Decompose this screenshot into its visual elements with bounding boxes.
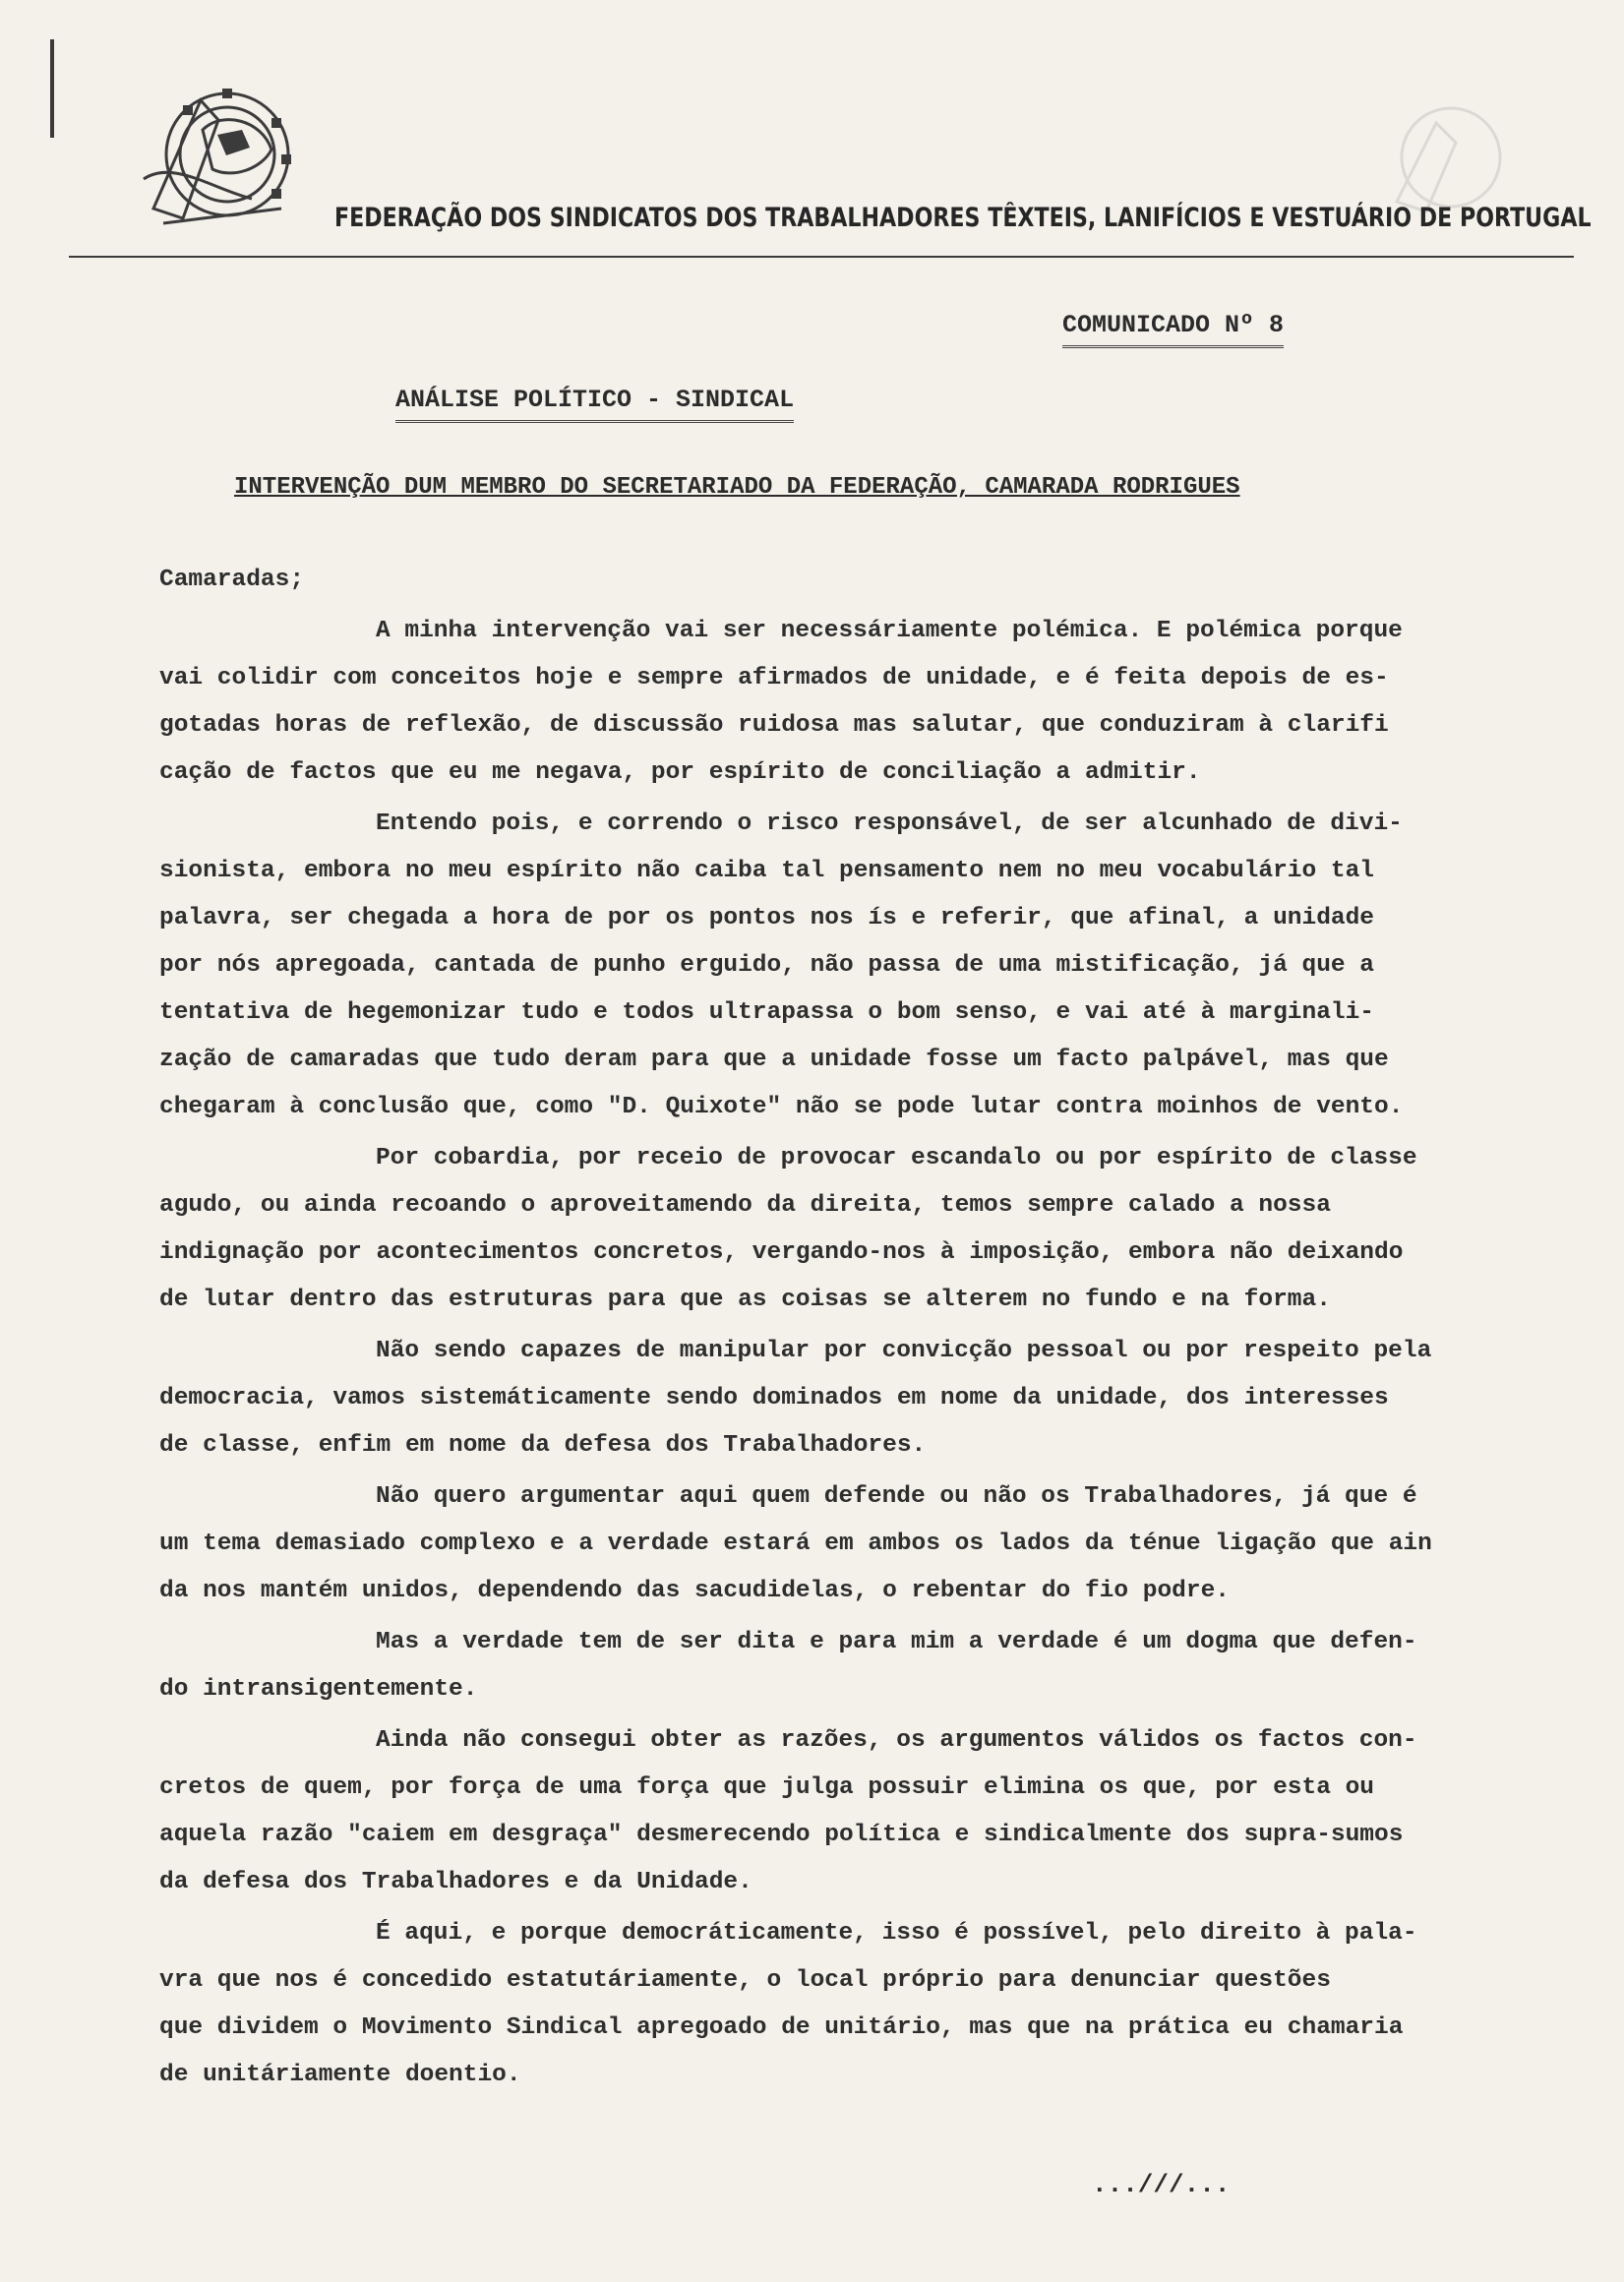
paragraph-line: Entendo pois, e correndo o risco responsável, de ser alcunhado de divi- [376,811,1403,837]
paragraph-line: gotadas horas de reflexão, de discussão ruidosa mas salutar, que conduziram à clarifi [159,712,1389,739]
paragraph-line: Não quero argumentar aqui quem defende ou não os Trabalhadores, já que é [376,1483,1417,1510]
paragraph-line: zação de camaradas que tudo deram para que a unidade fosse um facto palpável, mas que [159,1047,1389,1073]
body-paragraph [159,1910,1576,2099]
paragraph-line: vai colidir com conceitos hoje e sempre afirmados de unidade, e é feita depois de es- [159,665,1389,691]
intervention-heading: INTERVENÇÃO DUM MEMBRO DO SECRETARIADO DA FEDERAÇÃO, CAMARADA RODRIGUES [234,474,1240,501]
paragraph-line: cação de factos que eu me negava, por espírito de conciliação a admitir. [159,759,1201,786]
continuation-mark: ...///... [1092,2170,1231,2199]
header-rule [69,256,1574,258]
paragraph-line: aquela razão "caiem em desgraça" desmerecendo política e sindicalmente dos supra-sumos [159,1822,1404,1848]
body-paragraph [159,801,1576,1131]
paragraph-line: sionista, embora no meu espírito não caiba tal pensamento nem no meu vocabulário tal [159,858,1375,884]
paragraph-line: A minha intervenção vai ser necessáriamente polémica. E polémica porque [376,618,1403,644]
document-body [159,557,1576,2099]
paragraph-line: Por cobardia, por receio de provocar escandalo ou por espírito de classe [376,1145,1417,1171]
paragraph-line: que dividem o Movimento Sindical apregoado de unitário, mas que na prática eu chamaria [159,2014,1404,2041]
paragraph-line: chegaram à conclusão que, como "D. Quixote" não se pode lutar contra moinhos de vento. [159,1094,1404,1120]
paragraph-line: de classe, enfim em nome da defesa dos Trabalhadores. [159,1432,927,1459]
paragraph-line: cretos de quem, por força de uma força que julga possuir elimina os que, por esta ou [159,1774,1375,1801]
paragraph-line: indignação por acontecimentos concretos, vergando-nos à imposição, embora não deixando [159,1239,1404,1266]
paragraph-line: É aqui, e porque democráticamente, isso é possível, pelo direito à pala- [376,1920,1417,1947]
paragraph-line: da nos mantém unidos, dependendo das sacudidelas, o rebentar do fio podre. [159,1578,1230,1604]
paragraph-line: Não sendo capazes de manipular por convicção pessoal ou por respeito pela [376,1338,1432,1364]
punch-hole-mark [49,39,55,148]
paragraph-line: Mas a verdade tem de ser dita e para mim a verdade é um dogma que defen- [376,1629,1417,1655]
paragraph-line: por nós apregoada, cantada de punho erguido, não passa de uma mistificação, já que a [159,952,1375,979]
paragraph-line: de unitáriamente doentio. [159,2062,521,2088]
paragraph-line: da defesa dos Trabalhadores e da Unidade. [159,1869,752,1895]
paragraph-line: democracia, vamos sistemáticamente sendo dominados em nome da unidade, dos interesses [159,1385,1389,1411]
organization-header: FEDERAÇÃO DOS SINDICATOS DOS TRABALHADORES TÊXTEIS, LANIFÍCIOS E VESTUÁRIO DE PORTUGAL [334,203,1592,233]
paragraph-list [159,608,1576,2099]
body-paragraph [159,1328,1576,1470]
body-paragraph [159,1135,1576,1324]
paragraph-line: Ainda não consegui obter as razões, os argumentos válidos os factos con- [376,1727,1417,1754]
paragraph-line: vra que nos é concedido estatutáriamente, o local próprio para denunciar questões [159,1967,1331,1994]
paragraph-line: tentativa de hegemonizar tudo e todos ultrapassa o bom senso, e vai até à marginali- [159,999,1375,1026]
paragraph-line: de lutar dentro das estruturas para que as coisas se alterem no fundo e na forma. [159,1287,1331,1313]
body-paragraph [159,608,1576,797]
paragraph-line: do intransigentemente. [159,1676,478,1703]
greeting: Camaradas; [159,567,305,593]
body-paragraph [159,1473,1576,1615]
paragraph-line: um tema demasiado complexo e a verdade estará em ambos os lados da ténue ligação que ain [159,1531,1432,1557]
body-paragraph [159,1717,1576,1906]
paragraph-line: palavra, ser chegada a hora de por os pontos nos ís e referir, que afinal, a unidade [159,905,1375,931]
communique-number: COMUNICADO Nº 8 [1062,311,1284,348]
paragraph-line: agudo, ou ainda recoando o aproveitamendo da direita, temos sempre calado a nossa [159,1192,1331,1219]
document-subtitle: ANÁLISE POLÍTICO - SINDICAL [395,386,794,423]
body-paragraph [159,1619,1576,1713]
federation-logo [124,61,301,238]
